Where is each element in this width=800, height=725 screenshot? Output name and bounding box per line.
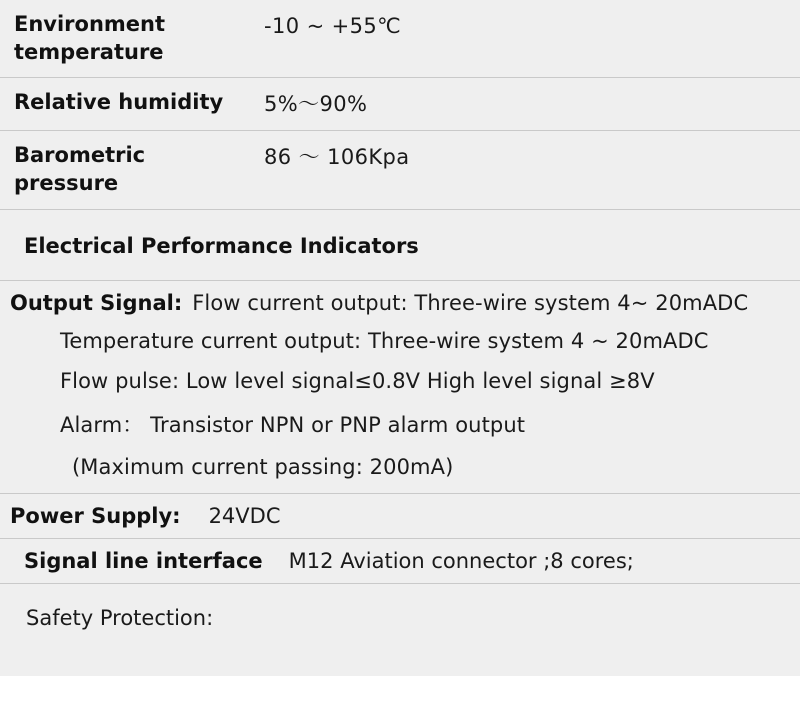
spec-value: -10 ~ +55℃ <box>264 14 402 38</box>
signal-line-value: M12 Aviation connector ;8 cores; <box>288 548 634 573</box>
output-signal-row <box>0 281 800 321</box>
table-row <box>0 131 800 209</box>
signal-line-row <box>0 539 800 584</box>
output-signal-detail: (Maximum current passing: 200mA) <box>72 454 454 479</box>
output-signal-detail: Alarm： Transistor NPN or PNP alarm output <box>60 412 526 437</box>
table-row <box>0 78 800 131</box>
spec-value: 5%～90% <box>264 92 368 117</box>
power-supply-label: Power Supply: <box>10 503 181 528</box>
sheet-tail-fill <box>0 650 800 676</box>
table-row <box>0 0 800 78</box>
section-heading: Electrical Performance Indicators <box>0 210 800 281</box>
output-signal-value: Flow current output: Three-wire system 4~ 20mADC <box>192 290 749 315</box>
spec-label: Environment temperature <box>14 12 166 64</box>
output-signal-block <box>0 281 800 494</box>
output-signal-label: Output Signal: <box>10 290 183 315</box>
spec-label: Barometric pressure <box>14 143 146 195</box>
output-signal-detail: Temperature current output: Three-wire system 4 ~ 20mADC <box>60 328 709 353</box>
spec-label: Relative humidity <box>14 90 224 115</box>
signal-line-label: Signal line interface <box>24 548 263 573</box>
power-supply-value: 24VDC <box>208 503 281 528</box>
output-signal-detail: Flow pulse: Low level signal≤0.8V High level signal ≥8V <box>60 368 655 393</box>
spec-value: 86 ～ 106Kpa <box>264 145 410 170</box>
power-supply-row <box>0 494 800 539</box>
safety-protection-label: Safety Protection: <box>0 584 800 650</box>
